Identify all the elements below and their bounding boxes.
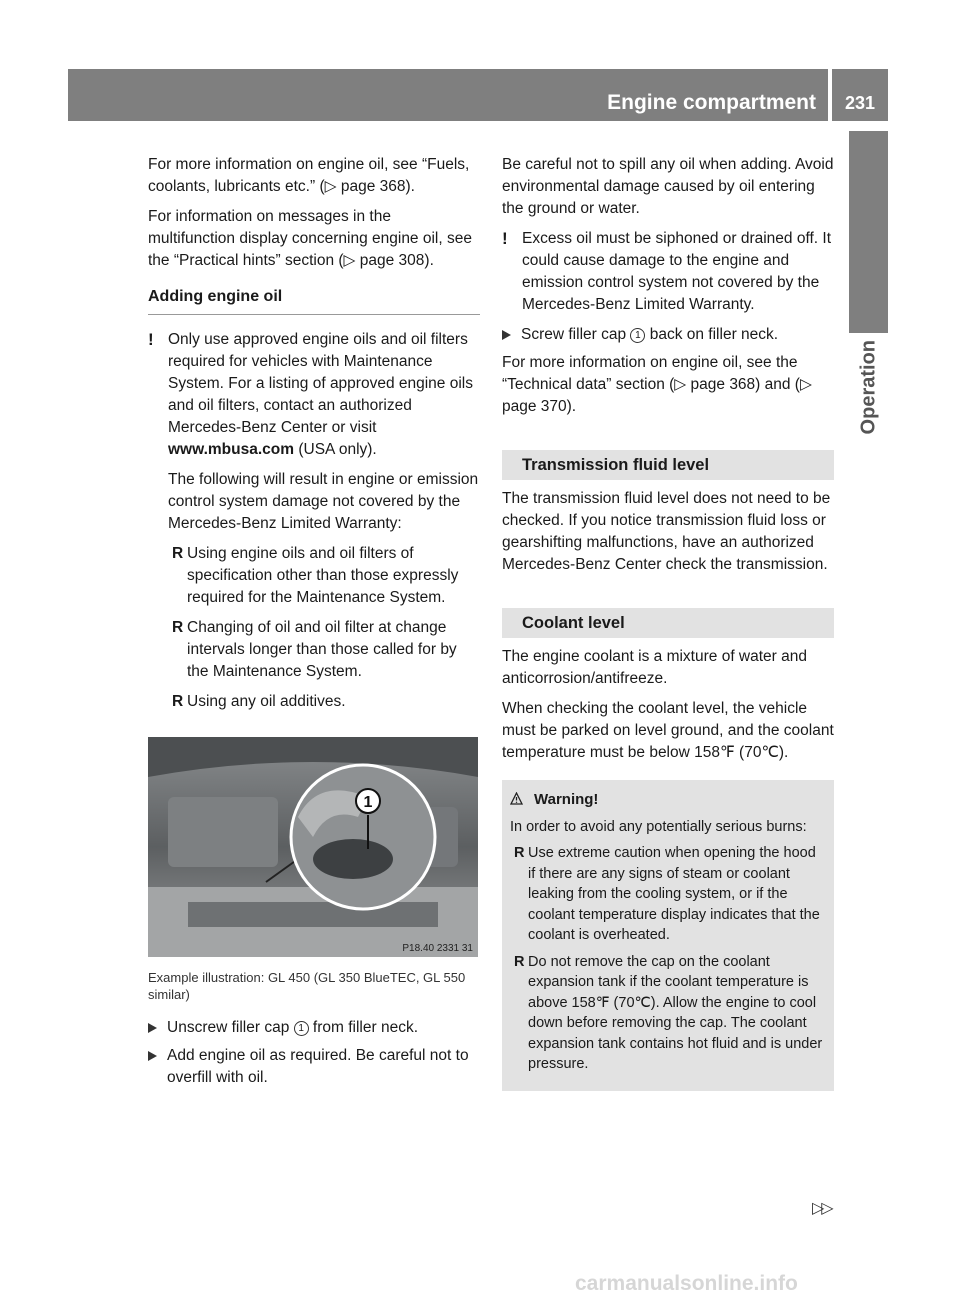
bullet-icon: R [172, 619, 184, 636]
list-item: R Do not remove the cap on the coolant expansion tank if the coolant temperature is above 158℉ (70℃). Allow the engine to cool down before removing the cap. The coolant expansion tank contains hot fluid and is under pressure. [514, 953, 823, 1072]
step-item: Screw filler cap 1 back on filler neck. [502, 324, 834, 346]
side-tab-marker [849, 131, 888, 333]
bullet-icon: R [172, 545, 184, 562]
figure-caption: Example illustration: GL 450 (GL 350 BlueTEC, GL 550 similar) [148, 970, 466, 1002]
exclamation-icon: ! [148, 330, 154, 349]
step-item: Add engine oil as required. Be careful not to overfill with oil. [148, 1045, 480, 1089]
figure-code: P18.40 2331 31 [402, 943, 473, 954]
footer-watermark: carmanualsonline.info [575, 1272, 798, 1295]
website-link[interactable]: www.mbusa.com [168, 441, 295, 458]
bullet-icon: R [514, 953, 525, 970]
page-number: 231 [832, 69, 888, 121]
step-item: Unscrew filler cap 1 from filler neck. [148, 1017, 480, 1039]
note-block: ! Excess oil must be siphoned or drained off. It could cause damage to the engine and emission control system not covered by the Mercedes-Benz Limited Warranty. [502, 229, 832, 313]
warning-title: Warning! [510, 790, 826, 811]
paragraph: For more information on engine oil, see “Fuels, coolants, lubricants etc.” (▷ page 368). [148, 156, 470, 195]
warning-box [502, 780, 834, 1091]
step-arrow-icon [148, 1023, 157, 1033]
callout-1-icon: 1 [630, 328, 645, 343]
section-title: Adding engine oil [148, 286, 480, 315]
callout-1-icon: 1 [294, 1021, 309, 1036]
paragraph: When checking the coolant level, the vehicle must be parked on level ground, and the coolant temperature must be below 158℉ (70℃). [502, 700, 834, 761]
note-block: ! Only use approved engine oils and oil filters required for vehicles with Maintenance System. For a listing of approved engine oils and oil filters, contact an authorized Mercedes-Benz Center or visit www.mbusa.com (USA only). The following will result in engine or emission control system damage not covered by the Mercedes-Benz Limited Warranty: R Using engine oils and oil filters of specification other than those expressly required for the Maintenance System. R Changing of oil and oil filter at change intervals longer than those called for by the Maintenance System. R Using any oil additives. [148, 329, 480, 713]
bullet-icon: R [514, 845, 525, 861]
exclamation-icon: ! [502, 229, 508, 248]
step-arrow-icon [502, 330, 511, 340]
warning-intro: In order to avoid any potentially serious burns: [510, 818, 807, 835]
list-item: R Changing of oil and oil filter at change intervals longer than those called for by the Maintenance System. [172, 619, 457, 680]
list-item: R Using engine oils and oil filters of specification other than those expressly required for the Maintenance System. [172, 545, 459, 606]
bullet-icon: R [172, 693, 184, 710]
left-column [148, 154, 480, 1095]
paragraph: The engine coolant is a mixture of water and anticorrosion/antifreeze. [502, 648, 808, 687]
continue-arrow-icon: ▷▷ [812, 1200, 831, 1217]
engine-illustration [148, 737, 478, 957]
warning-triangle-icon [510, 792, 523, 805]
note-text: The following will result in engine or emission control system damage not covered by the Mercedes-Benz Limited Warranty: [168, 471, 479, 532]
side-tab-label: Operation [857, 340, 879, 435]
paragraph: For information on messages in the multifunction display concerning engine oil, see the “Practical hints” section (▷ page 308). [148, 208, 472, 269]
figure-callout-1: 1 [363, 794, 373, 811]
paragraph: The transmission fluid level does not need to be checked. If you notice transmission fluid loss or gearshifting malfunctions, have an authorized Mercedes-Benz Center check the transmission. [502, 490, 831, 573]
section-title-band: Coolant level [502, 608, 834, 638]
page-header-title: Engine compartment [607, 91, 816, 114]
right-column [502, 154, 834, 1091]
list-item: R Use extreme caution when opening the hood if there are any signs of steam or coolant leaking from the cooling system, or if the coolant temperature display indicates that the coolant is overheated. [514, 845, 820, 943]
paragraph: Be careful not to spill any oil when adding. Avoid environmental damage caused by oil entering the ground or water. [502, 156, 834, 217]
list-item: R Using any oil additives. [168, 691, 480, 713]
paragraph: For more information on engine oil, see the “Technical data” section (▷ page 368) and (▷ page 370). [502, 354, 812, 415]
engine-photo-graphic [148, 737, 478, 957]
section-title-band: Transmission fluid level [502, 450, 834, 480]
step-arrow-icon [148, 1051, 157, 1061]
